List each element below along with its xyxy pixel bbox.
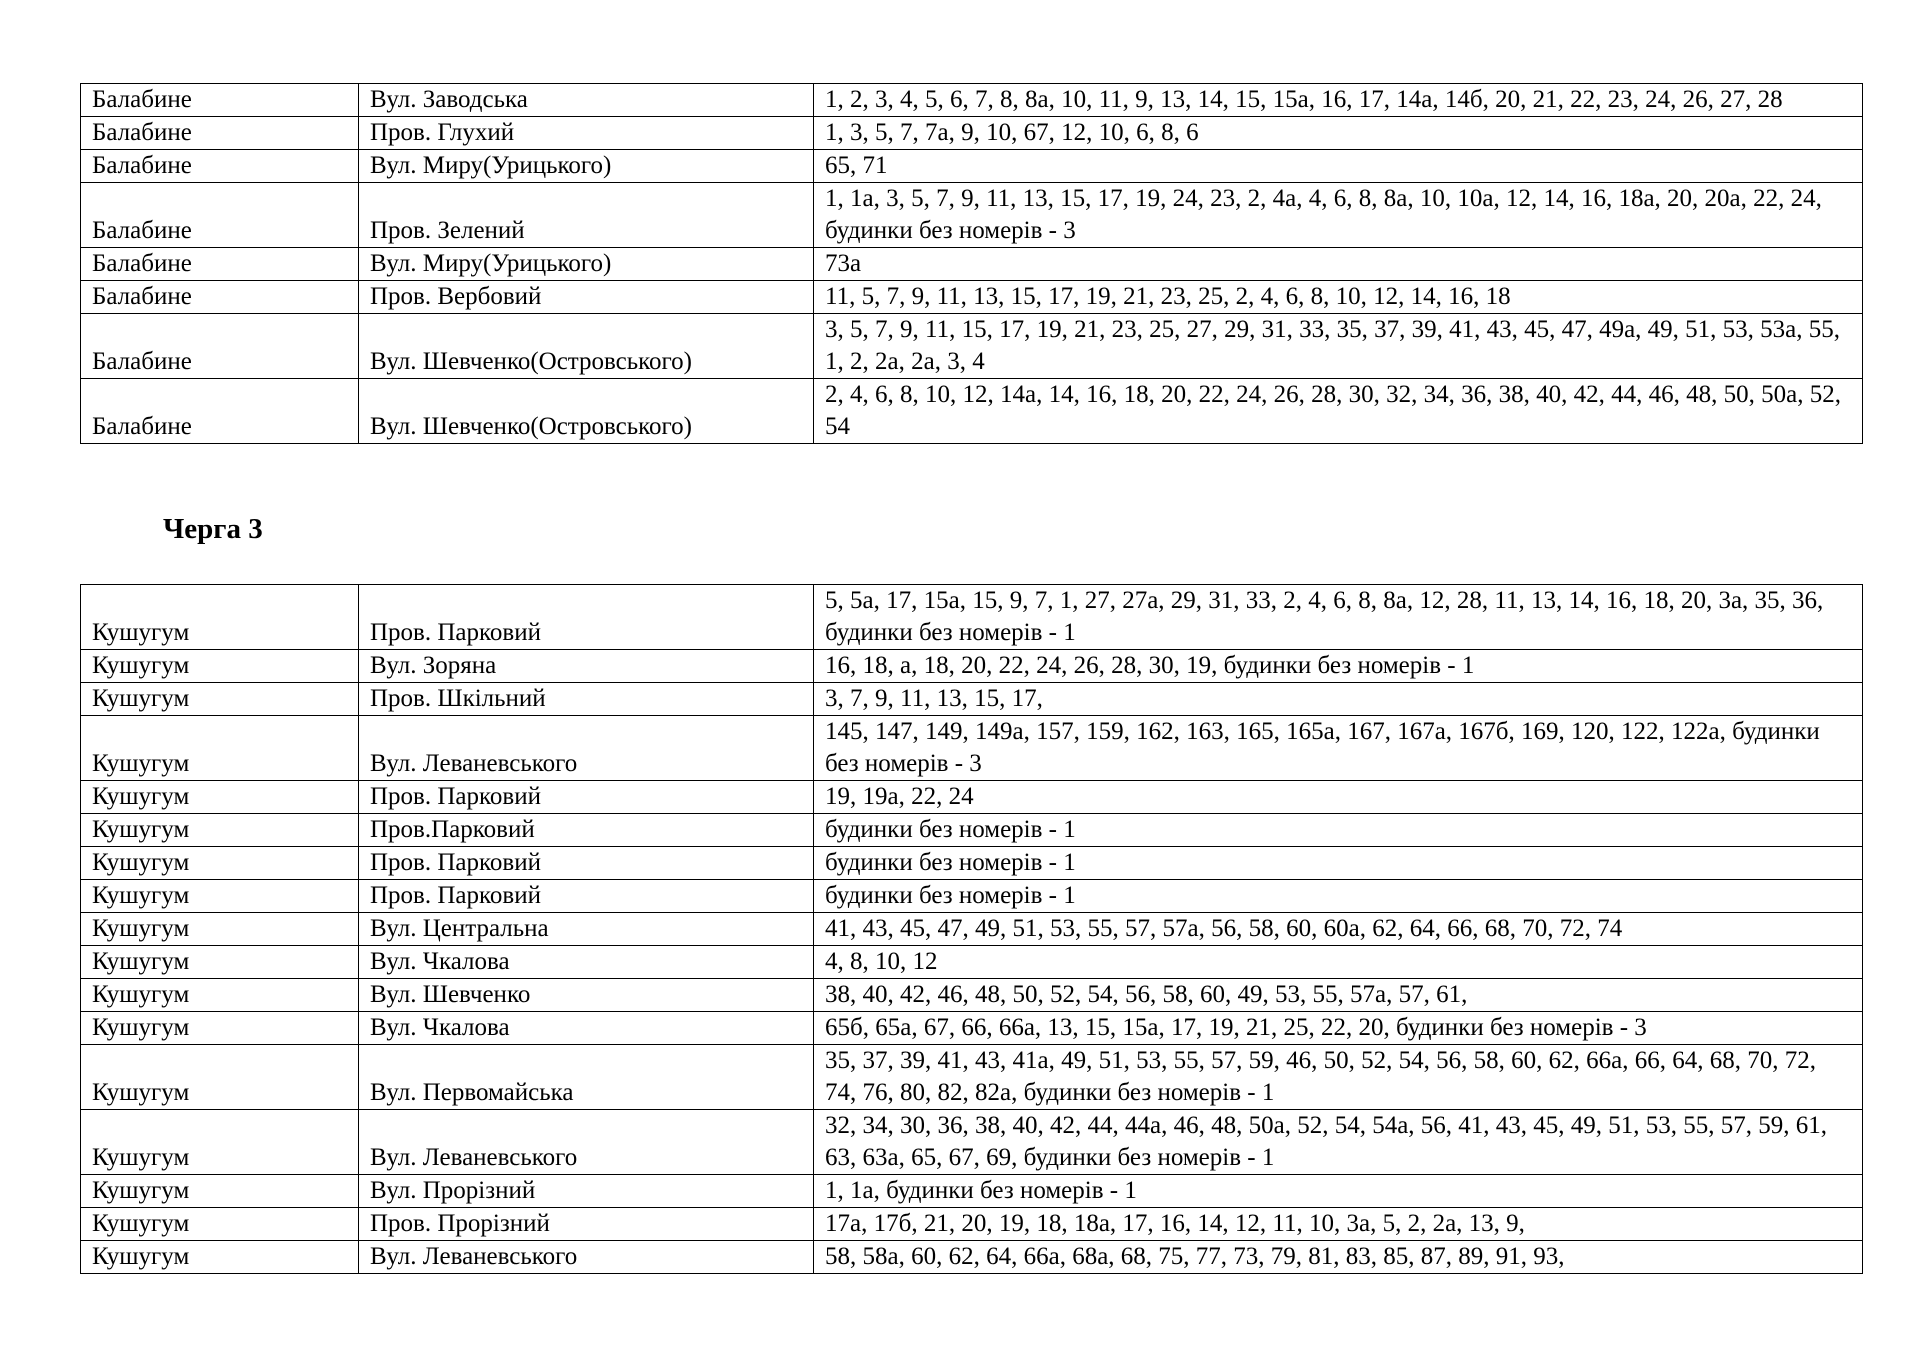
street-cell: Вул. Заводська xyxy=(359,84,814,117)
settlement-cell: Балабине xyxy=(81,84,359,117)
settlement-cell: Кушугум xyxy=(81,650,359,683)
table-row xyxy=(81,781,1863,814)
street-cell: Пров. Шкільний xyxy=(359,683,814,716)
street-cell: Пров. Глухий xyxy=(359,117,814,150)
house-numbers-cell: 17а, 17б, 21, 20, 19, 18, 18а, 17, 16, 14, 12, 11, 10, 3а, 5, 2, 2а, 13, 9, xyxy=(814,1208,1863,1241)
street-cell: Пров. Парковий xyxy=(359,880,814,913)
house-numbers-cell: 41, 43, 45, 47, 49, 51, 53, 55, 57, 57а, 56, 58, 60, 60а, 62, 64, 66, 68, 70, 72, 74 xyxy=(814,913,1863,946)
address-table-1-body xyxy=(81,84,1863,444)
house-numbers-cell: 1, 2, 3, 4, 5, 6, 7, 8, 8а, 10, 11, 9, 13, 14, 15, 15а, 16, 17, 14а, 14б, 20, 21, 22, 23, 24, 26, 27, 28 xyxy=(814,84,1863,117)
settlement-cell: Кушугум xyxy=(81,913,359,946)
street-cell: Пров.Парковий xyxy=(359,814,814,847)
street-cell: Вул. Чкалова xyxy=(359,946,814,979)
table-row xyxy=(81,814,1863,847)
table-row xyxy=(81,979,1863,1012)
table-row xyxy=(81,847,1863,880)
street-cell: Вул. Чкалова xyxy=(359,1012,814,1045)
settlement-cell: Кушугум xyxy=(81,1175,359,1208)
street-cell: Вул. Миру(Урицького) xyxy=(359,248,814,281)
street-cell: Вул. Леваневського xyxy=(359,716,814,781)
house-numbers-cell: 35, 37, 39, 41, 43, 41а, 49, 51, 53, 55, 57, 59, 46, 50, 52, 54, 56, 58, 60, 62, 66а, 66, 64, 68, 70, 72, 74, 76, 80, 82, 82а, будинки без номерів - 1 xyxy=(814,1045,1863,1110)
table-row xyxy=(81,1012,1863,1045)
house-numbers-cell: 145, 147, 149, 149а, 157, 159, 162, 163, 165, 165а, 167, 167а, 167б, 169, 120, 122, 122а, будинки без номерів - 3 xyxy=(814,716,1863,781)
house-numbers-cell: 32, 34, 30, 36, 38, 40, 42, 44, 44а, 46, 48, 50а, 52, 54, 54а, 56, 41, 43, 45, 49, 51, 53, 55, 57, 59, 61, 63, 63а, 65, 67, 69, будинки без номерів - 1 xyxy=(814,1110,1863,1175)
street-cell: Вул. Зоряна xyxy=(359,650,814,683)
settlement-cell: Балабине xyxy=(81,117,359,150)
street-cell: Пров. Вербовий xyxy=(359,281,814,314)
street-cell: Вул. Прорізний xyxy=(359,1175,814,1208)
table-row xyxy=(81,248,1863,281)
settlement-cell: Кушугум xyxy=(81,847,359,880)
street-cell: Пров. Парковий xyxy=(359,847,814,880)
street-cell: Вул. Шевченко(Островського) xyxy=(359,379,814,444)
table-row xyxy=(81,84,1863,117)
settlement-cell: Балабине xyxy=(81,379,359,444)
table-row xyxy=(81,1208,1863,1241)
street-cell: Вул. Леваневського xyxy=(359,1241,814,1274)
table-row xyxy=(81,1045,1863,1110)
house-numbers-cell: 58, 58а, 60, 62, 64, 66а, 68а, 68, 75, 77, 73, 79, 81, 83, 85, 87, 89, 91, 93, xyxy=(814,1241,1863,1274)
street-cell: Вул. Миру(Урицького) xyxy=(359,150,814,183)
settlement-cell: Кушугум xyxy=(81,683,359,716)
house-numbers-cell: будинки без номерів - 1 xyxy=(814,814,1863,847)
table-row xyxy=(81,314,1863,379)
table-row xyxy=(81,585,1863,650)
address-table-2-body xyxy=(81,585,1863,1274)
house-numbers-cell: 65б, 65а, 67, 66, 66а, 13, 15, 15а, 17, 19, 21, 25, 22, 20, будинки без номерів - 3 xyxy=(814,1012,1863,1045)
house-numbers-cell: 1, 3, 5, 7, 7а, 9, 10, 67, 12, 10, 6, 8, 6 xyxy=(814,117,1863,150)
house-numbers-cell: 3, 7, 9, 11, 13, 15, 17, xyxy=(814,683,1863,716)
house-numbers-cell: 38, 40, 42, 46, 48, 50, 52, 54, 56, 58, 60, 49, 53, 55, 57а, 57, 61, xyxy=(814,979,1863,1012)
settlement-cell: Балабине xyxy=(81,248,359,281)
table-row xyxy=(81,183,1863,248)
settlement-cell: Кушугум xyxy=(81,814,359,847)
settlement-cell: Кушугум xyxy=(81,1110,359,1175)
table-row xyxy=(81,716,1863,781)
street-cell: Пров. Парковий xyxy=(359,585,814,650)
house-numbers-cell: 19, 19а, 22, 24 xyxy=(814,781,1863,814)
street-cell: Вул. Шевченко(Островського) xyxy=(359,314,814,379)
settlement-cell: Кушугум xyxy=(81,946,359,979)
street-cell: Вул. Центральна xyxy=(359,913,814,946)
street-cell: Пров. Парковий xyxy=(359,781,814,814)
table-row xyxy=(81,1241,1863,1274)
address-table-1 xyxy=(80,83,1863,444)
settlement-cell: Кушугум xyxy=(81,979,359,1012)
street-cell: Вул. Леваневського xyxy=(359,1110,814,1175)
table-row xyxy=(81,683,1863,716)
settlement-cell: Кушугум xyxy=(81,585,359,650)
table-row xyxy=(81,913,1863,946)
table-row xyxy=(81,117,1863,150)
settlement-cell: Кушугум xyxy=(81,716,359,781)
street-cell: Вул. Шевченко xyxy=(359,979,814,1012)
settlement-cell: Кушугум xyxy=(81,781,359,814)
settlement-cell: Кушугум xyxy=(81,1241,359,1274)
house-numbers-cell: 2, 4, 6, 8, 10, 12, 14а, 14, 16, 18, 20, 22, 24, 26, 28, 30, 32, 34, 36, 38, 40, 42, 44, 46, 48, 50, 50а, 52, 54 xyxy=(814,379,1863,444)
house-numbers-cell: 1, 1а, 3, 5, 7, 9, 11, 13, 15, 17, 19, 24, 23, 2, 4а, 4, 6, 8, 8а, 10, 10а, 12, 14, 16, 18а, 20, 20а, 22, 24, будинки без номерів - 3 xyxy=(814,183,1863,248)
table-row xyxy=(81,650,1863,683)
settlement-cell: Балабине xyxy=(81,183,359,248)
table-row xyxy=(81,946,1863,979)
address-table-2 xyxy=(80,584,1863,1274)
house-numbers-cell: 16, 18, а, 18, 20, 22, 24, 26, 28, 30, 19, будинки без номерів - 1 xyxy=(814,650,1863,683)
table-row xyxy=(81,150,1863,183)
street-cell: Пров. Зелений xyxy=(359,183,814,248)
settlement-cell: Кушугум xyxy=(81,1012,359,1045)
house-numbers-cell: будинки без номерів - 1 xyxy=(814,847,1863,880)
table-row xyxy=(81,281,1863,314)
table-row xyxy=(81,880,1863,913)
house-numbers-cell: 11, 5, 7, 9, 11, 13, 15, 17, 19, 21, 23, 25, 2, 4, 6, 8, 10, 12, 14, 16, 18 xyxy=(814,281,1863,314)
house-numbers-cell: 4, 8, 10, 12 xyxy=(814,946,1863,979)
house-numbers-cell: 1, 1а, будинки без номерів - 1 xyxy=(814,1175,1863,1208)
settlement-cell: Балабине xyxy=(81,281,359,314)
settlement-cell: Кушугум xyxy=(81,880,359,913)
table-row xyxy=(81,379,1863,444)
street-cell: Вул. Первомайська xyxy=(359,1045,814,1110)
settlement-cell: Балабине xyxy=(81,150,359,183)
house-numbers-cell: 3, 5, 7, 9, 11, 15, 17, 19, 21, 23, 25, 27, 29, 31, 33, 35, 37, 39, 41, 43, 45, 47, 49а, 49, 51, 53, 53а, 55, 1, 2, 2а, 2а, 3, 4 xyxy=(814,314,1863,379)
street-cell: Пров. Прорізний xyxy=(359,1208,814,1241)
settlement-cell: Балабине xyxy=(81,314,359,379)
settlement-cell: Кушугум xyxy=(81,1045,359,1110)
table-row xyxy=(81,1175,1863,1208)
house-numbers-cell: 5, 5а, 17, 15а, 15, 9, 7, 1, 27, 27а, 29, 31, 33, 2, 4, 6, 8, 8а, 12, 28, 11, 13, 14, 16, 18, 20, 3а, 35, 36, будинки без номерів - 1 xyxy=(814,585,1863,650)
house-numbers-cell: будинки без номерів - 1 xyxy=(814,880,1863,913)
table-row xyxy=(81,1110,1863,1175)
house-numbers-cell: 65, 71 xyxy=(814,150,1863,183)
house-numbers-cell: 73а xyxy=(814,248,1863,281)
settlement-cell: Кушугум xyxy=(81,1208,359,1241)
section-title: Черга 3 xyxy=(163,513,263,545)
